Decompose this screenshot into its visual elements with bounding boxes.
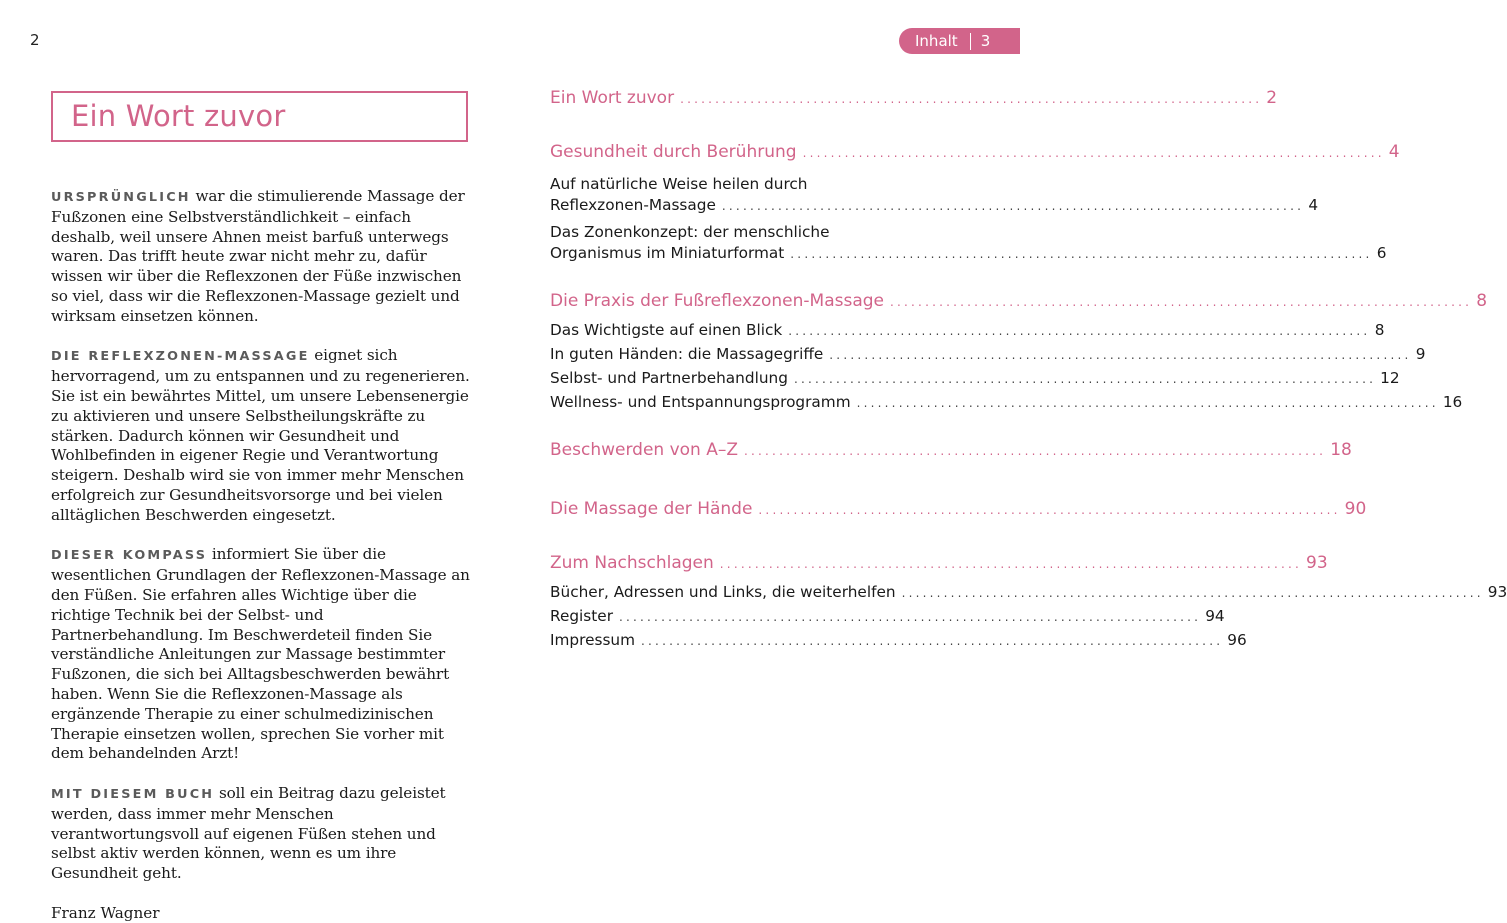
paragraph-lead: DIESER KOMPASS	[51, 548, 208, 564]
toc-leader: ...................................................................................	[641, 634, 1224, 648]
paragraph	[51, 187, 476, 327]
toc-entry[interactable]	[550, 631, 1247, 655]
toc-page: 16	[1442, 393, 1463, 411]
toc-section[interactable]	[550, 291, 1488, 315]
section-tab-label: Inhalt	[915, 32, 958, 50]
toc-section[interactable]	[550, 553, 1328, 577]
toc-entry-title: Bücher, Adressen und Links, die weiterhelfen	[550, 583, 896, 601]
section-tab-divider	[970, 33, 971, 50]
paragraph-body: war die stimulierende Massage der Fußzonen eine Selbstverständlichkeit – einfach deshalb, weil unsere Ahnen meist barfuß unterwegs waren. Das trifft heute zwar nicht mehr zu, dafür wissen wir über die Reflexzonen der Füße inzwischen so viel, dass wir die Reflexzonen-Massage gezielt und wirksam einsetzen können.	[51, 187, 465, 325]
toc-leader: ...................................................................................	[856, 396, 1439, 410]
chapter-title: Ein Wort zuvor	[71, 99, 286, 133]
toc-leader: ...................................................................................	[721, 199, 1305, 213]
toc-entry-title: Selbst- und Partnerbehandlung	[550, 369, 788, 387]
toc-entry[interactable]	[550, 393, 1463, 417]
toc-section[interactable]	[550, 142, 1400, 166]
toc-leader: ...................................................................................	[788, 324, 1371, 338]
toc-leader: ...................................................................................	[744, 444, 1327, 458]
toc-page: 93	[1487, 583, 1507, 601]
toc-leader: ...................................................................................	[829, 348, 1412, 362]
toc-page: 94	[1205, 607, 1225, 625]
toc-section-title: Beschwerden von A–Z	[550, 440, 738, 460]
left-page-number: 2	[30, 31, 40, 49]
toc-page: 93	[1306, 553, 1328, 573]
toc-section-title: Die Massage der Hände	[550, 499, 753, 519]
toc-section-title: Zum Nachschlagen	[550, 553, 714, 573]
toc-leader: ...................................................................................	[758, 503, 1341, 517]
toc-leader: ...................................................................................	[618, 610, 1202, 624]
paragraph-lead: URSPRÜNGLICH	[51, 190, 191, 205]
paragraph-lead: MIT DIESEM BUCH	[51, 786, 215, 802]
toc-entry-title: Das Wichtigste auf einen Blick	[550, 321, 783, 339]
toc-section[interactable]	[550, 440, 1352, 464]
toc-leader: ...................................................................................	[802, 146, 1385, 160]
chapter-title-box	[51, 91, 468, 142]
toc-entry-line: Das Zonenkonzept: der menschliche	[550, 223, 830, 241]
toc-entry-title: In guten Händen: die Massagegriffe	[550, 345, 824, 363]
toc-entry[interactable]	[550, 244, 1387, 268]
author-signature: Franz Wagner	[51, 903, 160, 922]
toc-page: 96	[1227, 631, 1247, 649]
toc-leader: ...................................................................................	[790, 247, 1373, 261]
toc-leader: ...................................................................................	[719, 557, 1302, 571]
table-of-contents	[550, 88, 1507, 655]
toc-section-title: Ein Wort zuvor	[550, 88, 675, 108]
toc-entry[interactable]	[550, 196, 1319, 220]
toc-entry[interactable]	[550, 321, 1385, 345]
toc-page: 18	[1330, 440, 1352, 460]
paragraph	[51, 346, 476, 525]
toc-page: 2	[1266, 88, 1278, 108]
toc-entry-line: Auf natürliche Weise heilen durch	[550, 175, 808, 193]
toc-entry-title: Reflexzonen-Massage	[550, 196, 716, 214]
toc-section-title: Die Praxis der Fußreflexzonen-Massage	[550, 291, 884, 311]
toc-page: 6	[1376, 244, 1387, 262]
right-page-number: 3	[980, 32, 991, 50]
toc-page: 90	[1344, 499, 1367, 519]
paragraph	[51, 545, 476, 764]
toc-leader: ...................................................................................	[793, 372, 1377, 386]
toc-page: 9	[1415, 345, 1426, 363]
toc-leader: ...................................................................................	[680, 92, 1263, 106]
paragraph-body: informiert Sie über die wesentlichen Grundlagen der Reflexzonen-Massage an den Füßen. Sie erfahren alles Wichtige über die richtige Technik bei der Selbst- und Partnerbehandlung. Im Beschwerdeteil finden Sie verständliche Anleitungen zur Massage bestimmter Fußzonen, die sich bei Alltagsbeschwerden bewährt haben. Wenn Sie die Reflexzonen-Massage als ergänzende Therapie zu einer schulmedizinischen Therapie einsetzen wollen, sprechen Sie vorher mit dem behandelnden Arzt!	[51, 545, 470, 763]
toc-section[interactable]	[550, 88, 1278, 112]
toc-leader: ...................................................................................	[901, 586, 1484, 600]
toc-page: 4	[1308, 196, 1319, 214]
toc-entry[interactable]	[550, 345, 1426, 369]
toc-entry-title: Impressum	[550, 631, 636, 649]
paragraph-body: eignet sich hervorragend, um zu entspannen und zu regenerieren. Sie ist ein bewährtes Mittel, um unsere Lebensenergie zu aktivieren und unsere Selbstheilungskräfte zu stärken. Dadurch können wir Gesundheit und Wohlbefinden in eigener Regie und Verantwortung steigern. Deshalb wird sie von immer mehr Menschen erfolgreich zur Gesundheitsvorsorge und bei vielen alltäglichen Beschwerden eingesetzt.	[51, 346, 470, 524]
foreword-text	[51, 187, 476, 923]
paragraph-body: soll ein Beitrag dazu geleistet werden, dass immer mehr Menschen verantwortungsvoll auf eigenen Füßen stehen und selbst aktiv werden können, wenn es um ihre Gesundheit geht.	[51, 783, 446, 883]
toc-section[interactable]	[550, 499, 1367, 523]
paragraph	[51, 784, 476, 884]
toc-leader: ...................................................................................	[890, 295, 1473, 309]
paragraph-lead: DIE REFLEXZONEN-MASSAGE	[51, 349, 310, 365]
toc-entry[interactable]	[550, 369, 1400, 393]
toc-entry-title: Organismus im Miniaturformat	[550, 244, 785, 262]
toc-section-title: Gesundheit durch Berührung	[550, 142, 797, 162]
toc-page: 8	[1374, 321, 1385, 339]
toc-entry-title: Register	[550, 607, 613, 625]
toc-entry-title: Wellness- und Entspannungsprogramm	[550, 393, 851, 411]
toc-page: 12	[1380, 369, 1400, 387]
toc-page: 4	[1388, 142, 1400, 162]
toc-entry[interactable]	[550, 583, 1507, 607]
section-tab	[899, 28, 1020, 54]
toc-entry[interactable]	[550, 607, 1225, 631]
toc-page: 8	[1476, 291, 1488, 311]
